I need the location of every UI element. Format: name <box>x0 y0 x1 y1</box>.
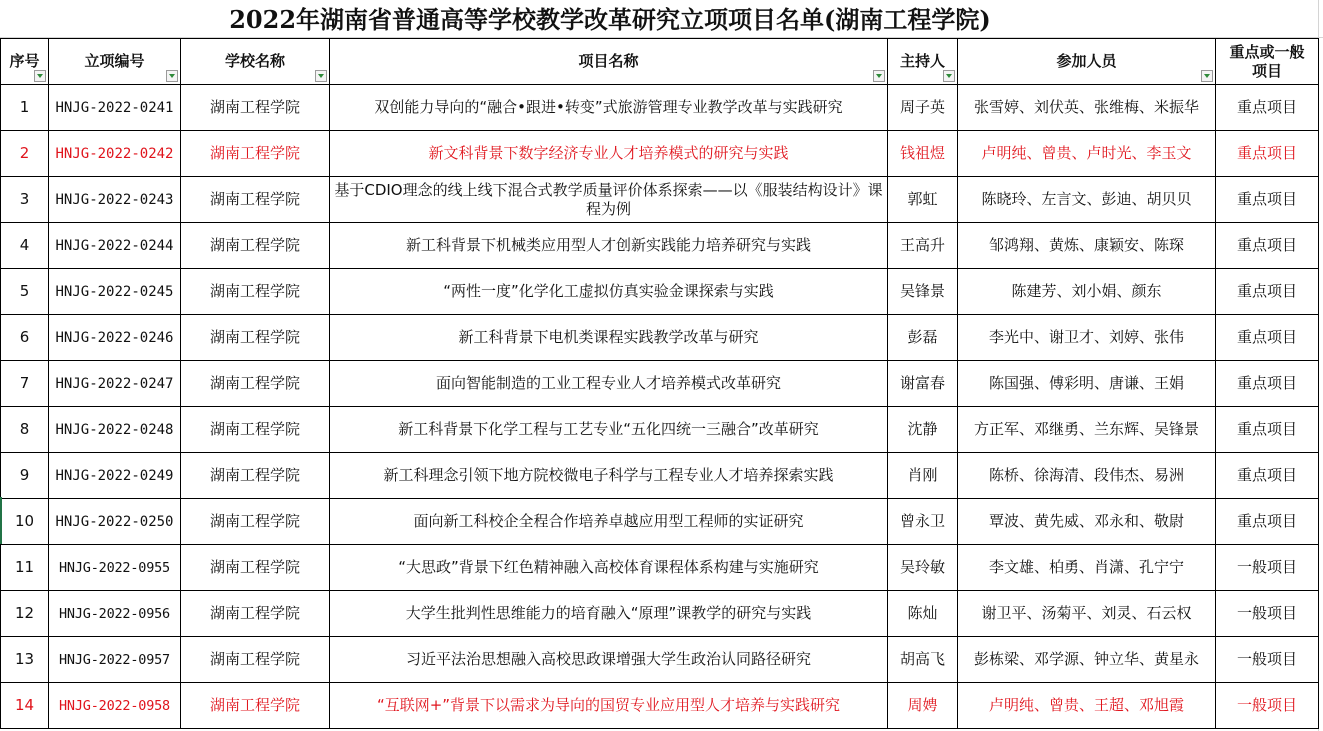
cell-project[interactable]: 基于CDIO理念的线上线下混合式教学质量评价体系探索——以《服装结构设计》课程为例 <box>330 177 888 223</box>
filter-dropdown-icon[interactable] <box>1201 70 1213 82</box>
cell-host[interactable]: 周子英 <box>888 85 958 131</box>
cell-host[interactable]: 吴玲敏 <box>888 545 958 591</box>
cell-code[interactable]: HNJG-2022-0245 <box>49 269 181 315</box>
cell-members[interactable]: 邹鸿翔、黄炼、康颖安、陈琛 <box>958 223 1216 269</box>
cell-school[interactable]: 湖南工程学院 <box>181 361 330 407</box>
cell-code[interactable]: HNJG-2022-0955 <box>49 545 181 591</box>
table-row <box>1 453 1319 499</box>
cell-project[interactable]: 新工科理念引领下地方院校微电子科学与工程专业人才培养探索实践 <box>330 453 888 499</box>
cell-school[interactable]: 湖南工程学院 <box>181 315 330 361</box>
cell-seq[interactable]: 12 <box>1 591 49 637</box>
cell-project[interactable]: “互联网+”背景下以需求为导向的国贸专业应用型人才培养与实践研究 <box>330 683 888 729</box>
cell-seq[interactable]: 11 <box>1 545 49 591</box>
cell-code[interactable]: HNJG-2022-0957 <box>49 637 181 683</box>
cell-level[interactable]: 一般项目 <box>1216 591 1319 637</box>
table-row <box>1 499 1319 545</box>
cell-seq[interactable]: 7 <box>1 361 49 407</box>
cell-code[interactable]: HNJG-2022-0958 <box>49 683 181 729</box>
cell-code[interactable]: HNJG-2022-0246 <box>49 315 181 361</box>
cell-project[interactable]: 大学生批判性思维能力的培育融入“原理”课教学的研究与实践 <box>330 591 888 637</box>
cell-school[interactable]: 湖南工程学院 <box>181 453 330 499</box>
cell-school[interactable]: 湖南工程学院 <box>181 545 330 591</box>
cell-level[interactable]: 重点项目 <box>1216 177 1319 223</box>
cell-project[interactable]: “两性一度”化学化工虚拟仿真实验金课探索与实践 <box>330 269 888 315</box>
header-members[interactable] <box>958 39 1216 85</box>
cell-seq[interactable]: 10 <box>1 499 49 545</box>
header-code[interactable] <box>49 39 181 85</box>
cell-project[interactable]: 习近平法治思想融入高校思政课增强大学生政治认同路径研究 <box>330 637 888 683</box>
table-row <box>1 131 1319 177</box>
cell-level[interactable]: 重点项目 <box>1216 361 1319 407</box>
cell-seq[interactable]: 2 <box>1 131 49 177</box>
table-row <box>1 269 1319 315</box>
cell-members[interactable]: 张雪婷、刘伏英、张维梅、米振华 <box>958 85 1216 131</box>
cell-project[interactable]: “大思政”背景下红色精神融入高校体育课程体系构建与实施研究 <box>330 545 888 591</box>
cell-school[interactable]: 湖南工程学院 <box>181 131 330 177</box>
header-school[interactable] <box>181 39 330 85</box>
header-level-label: 项目 <box>1251 61 1282 80</box>
cell-host[interactable]: 谢富春 <box>888 361 958 407</box>
cell-project[interactable]: 新工科背景下电机类课程实践教学改革与研究 <box>330 315 888 361</box>
table-row <box>1 545 1319 591</box>
cell-seq[interactable]: 8 <box>1 407 49 453</box>
cell-host[interactable]: 钱祖煜 <box>888 131 958 177</box>
cell-level[interactable]: 重点项目 <box>1216 85 1319 131</box>
header-host[interactable] <box>888 39 958 85</box>
header-host-label: 主持人 <box>899 52 945 70</box>
cell-members[interactable]: 陈晓玲、左言文、彭迪、胡贝贝 <box>958 177 1216 223</box>
table-row <box>1 85 1319 131</box>
header-project-label: 项目名称 <box>578 52 639 70</box>
cell-level[interactable]: 一般项目 <box>1216 545 1319 591</box>
cell-school[interactable]: 湖南工程学院 <box>181 637 330 683</box>
cell-members[interactable]: 陈建芳、刘小娟、颜东 <box>958 269 1216 315</box>
header-seq-label: 序号 <box>9 52 40 70</box>
cell-level[interactable]: 重点项目 <box>1216 407 1319 453</box>
cell-code[interactable]: HNJG-2022-0241 <box>49 85 181 131</box>
cell-level[interactable]: 重点项目 <box>1216 269 1319 315</box>
cell-code[interactable]: HNJG-2022-0956 <box>49 591 181 637</box>
sheet-title: 2022年湖南省普通高等学校教学改革研究立项项目名单(湖南工程学院) <box>229 5 991 34</box>
cell-members[interactable]: 陈国强、傅彩明、唐谦、王娟 <box>958 361 1216 407</box>
cell-school[interactable]: 湖南工程学院 <box>181 591 330 637</box>
header-level[interactable] <box>1216 39 1319 85</box>
cell-code[interactable]: HNJG-2022-0250 <box>49 499 181 545</box>
cell-code[interactable]: HNJG-2022-0249 <box>49 453 181 499</box>
table-row <box>1 591 1319 637</box>
cell-seq[interactable]: 13 <box>1 637 49 683</box>
table-row <box>1 637 1319 683</box>
cell-host[interactable]: 周娉 <box>888 683 958 729</box>
cell-host[interactable]: 陈灿 <box>888 591 958 637</box>
cell-seq[interactable]: 3 <box>1 177 49 223</box>
cell-school[interactable]: 湖南工程学院 <box>181 407 330 453</box>
cell-host[interactable]: 肖刚 <box>888 453 958 499</box>
filter-dropdown-icon[interactable] <box>943 70 955 82</box>
table-row <box>1 177 1319 223</box>
cell-seq[interactable]: 5 <box>1 269 49 315</box>
filter-dropdown-icon[interactable] <box>166 70 178 82</box>
cell-level[interactable]: 重点项目 <box>1216 131 1319 177</box>
cell-level[interactable]: 重点项目 <box>1216 499 1319 545</box>
cell-members[interactable]: 陈桥、徐海清、段伟杰、易洲 <box>958 453 1216 499</box>
header-level-label: 重点或一般 <box>1229 42 1305 61</box>
cell-host[interactable]: 曾永卫 <box>888 499 958 545</box>
cell-school[interactable]: 湖南工程学院 <box>181 269 330 315</box>
cell-host[interactable]: 吴锋景 <box>888 269 958 315</box>
cell-level[interactable]: 重点项目 <box>1216 315 1319 361</box>
table-row <box>1 683 1319 729</box>
header-school-label: 学校名称 <box>224 52 285 70</box>
header-code-label: 立项编号 <box>84 52 145 70</box>
cell-members[interactable]: 李文雄、柏勇、肖潇、孔宁宁 <box>958 545 1216 591</box>
cell-host[interactable]: 郭虹 <box>888 177 958 223</box>
cell-seq[interactable]: 9 <box>1 453 49 499</box>
cell-members[interactable]: 覃波、黄先威、邓永和、敬尉 <box>958 499 1216 545</box>
cell-school[interactable]: 湖南工程学院 <box>181 177 330 223</box>
cell-school[interactable]: 湖南工程学院 <box>181 223 330 269</box>
row-selection-indicator <box>0 497 2 544</box>
cell-members[interactable]: 彭栋梁、邓学源、钟立华、黄星永 <box>958 637 1216 683</box>
cell-school[interactable]: 湖南工程学院 <box>181 683 330 729</box>
header-members-label: 参加人员 <box>1056 52 1117 70</box>
cell-level[interactable]: 一般项目 <box>1216 637 1319 683</box>
cell-level[interactable]: 重点项目 <box>1216 453 1319 499</box>
filter-dropdown-icon[interactable] <box>315 70 327 82</box>
cell-code[interactable]: HNJG-2022-0248 <box>49 407 181 453</box>
cell-seq[interactable]: 4 <box>1 223 49 269</box>
cell-members[interactable]: 谢卫平、汤菊平、刘灵、石云权 <box>958 591 1216 637</box>
cell-school[interactable]: 湖南工程学院 <box>181 499 330 545</box>
cell-seq[interactable]: 1 <box>1 85 49 131</box>
header-project[interactable] <box>330 39 888 85</box>
cell-school[interactable]: 湖南工程学院 <box>181 85 330 131</box>
table-row <box>1 361 1319 407</box>
cell-project[interactable]: 新工科背景下化学工程与工艺专业“五化四统一三融合”改革研究 <box>330 407 888 453</box>
cell-members[interactable]: 卢明纯、曾贵、卢时光、李玉文 <box>958 131 1216 177</box>
cell-seq[interactable]: 14 <box>1 683 49 729</box>
cell-members[interactable]: 卢明纯、曾贵、王超、邓旭霞 <box>958 683 1216 729</box>
cell-project[interactable]: 面向智能制造的工业工程专业人才培养模式改革研究 <box>330 361 888 407</box>
cell-members[interactable]: 方正军、邓继勇、兰东辉、吴锋景 <box>958 407 1216 453</box>
header-seq[interactable] <box>1 39 49 85</box>
cell-host[interactable]: 胡高飞 <box>888 637 958 683</box>
cell-host[interactable]: 彭磊 <box>888 315 958 361</box>
cell-project[interactable]: 新工科背景下机械类应用型人才创新实践能力培养研究与实践 <box>330 223 888 269</box>
cell-host[interactable]: 王高升 <box>888 223 958 269</box>
cell-seq[interactable]: 6 <box>1 315 49 361</box>
cell-code[interactable]: HNJG-2022-0243 <box>49 177 181 223</box>
header-row <box>1 39 1319 85</box>
filter-dropdown-icon[interactable] <box>873 70 885 82</box>
cell-code[interactable]: HNJG-2022-0247 <box>49 361 181 407</box>
table-row <box>1 407 1319 453</box>
table-row <box>1 315 1319 361</box>
cell-project[interactable]: 新文科背景下数字经济专业人才培养模式的研究与实践 <box>330 131 888 177</box>
cell-code[interactable]: HNJG-2022-0244 <box>49 223 181 269</box>
cell-level[interactable]: 一般项目 <box>1216 683 1319 729</box>
cell-level[interactable]: 重点项目 <box>1216 223 1319 269</box>
cell-host[interactable]: 沈静 <box>888 407 958 453</box>
cell-project[interactable]: 面向新工科校企全程合作培养卓越应用型工程师的实证研究 <box>330 499 888 545</box>
table-row <box>1 223 1319 269</box>
cell-members[interactable]: 李光中、谢卫才、刘婷、张伟 <box>958 315 1216 361</box>
filter-dropdown-icon[interactable] <box>34 70 46 82</box>
cell-project[interactable]: 双创能力导向的“融合•跟进•转变”式旅游管理专业教学改革与实践研究 <box>330 85 888 131</box>
project-table <box>0 38 1319 729</box>
cell-code[interactable]: HNJG-2022-0242 <box>49 131 181 177</box>
